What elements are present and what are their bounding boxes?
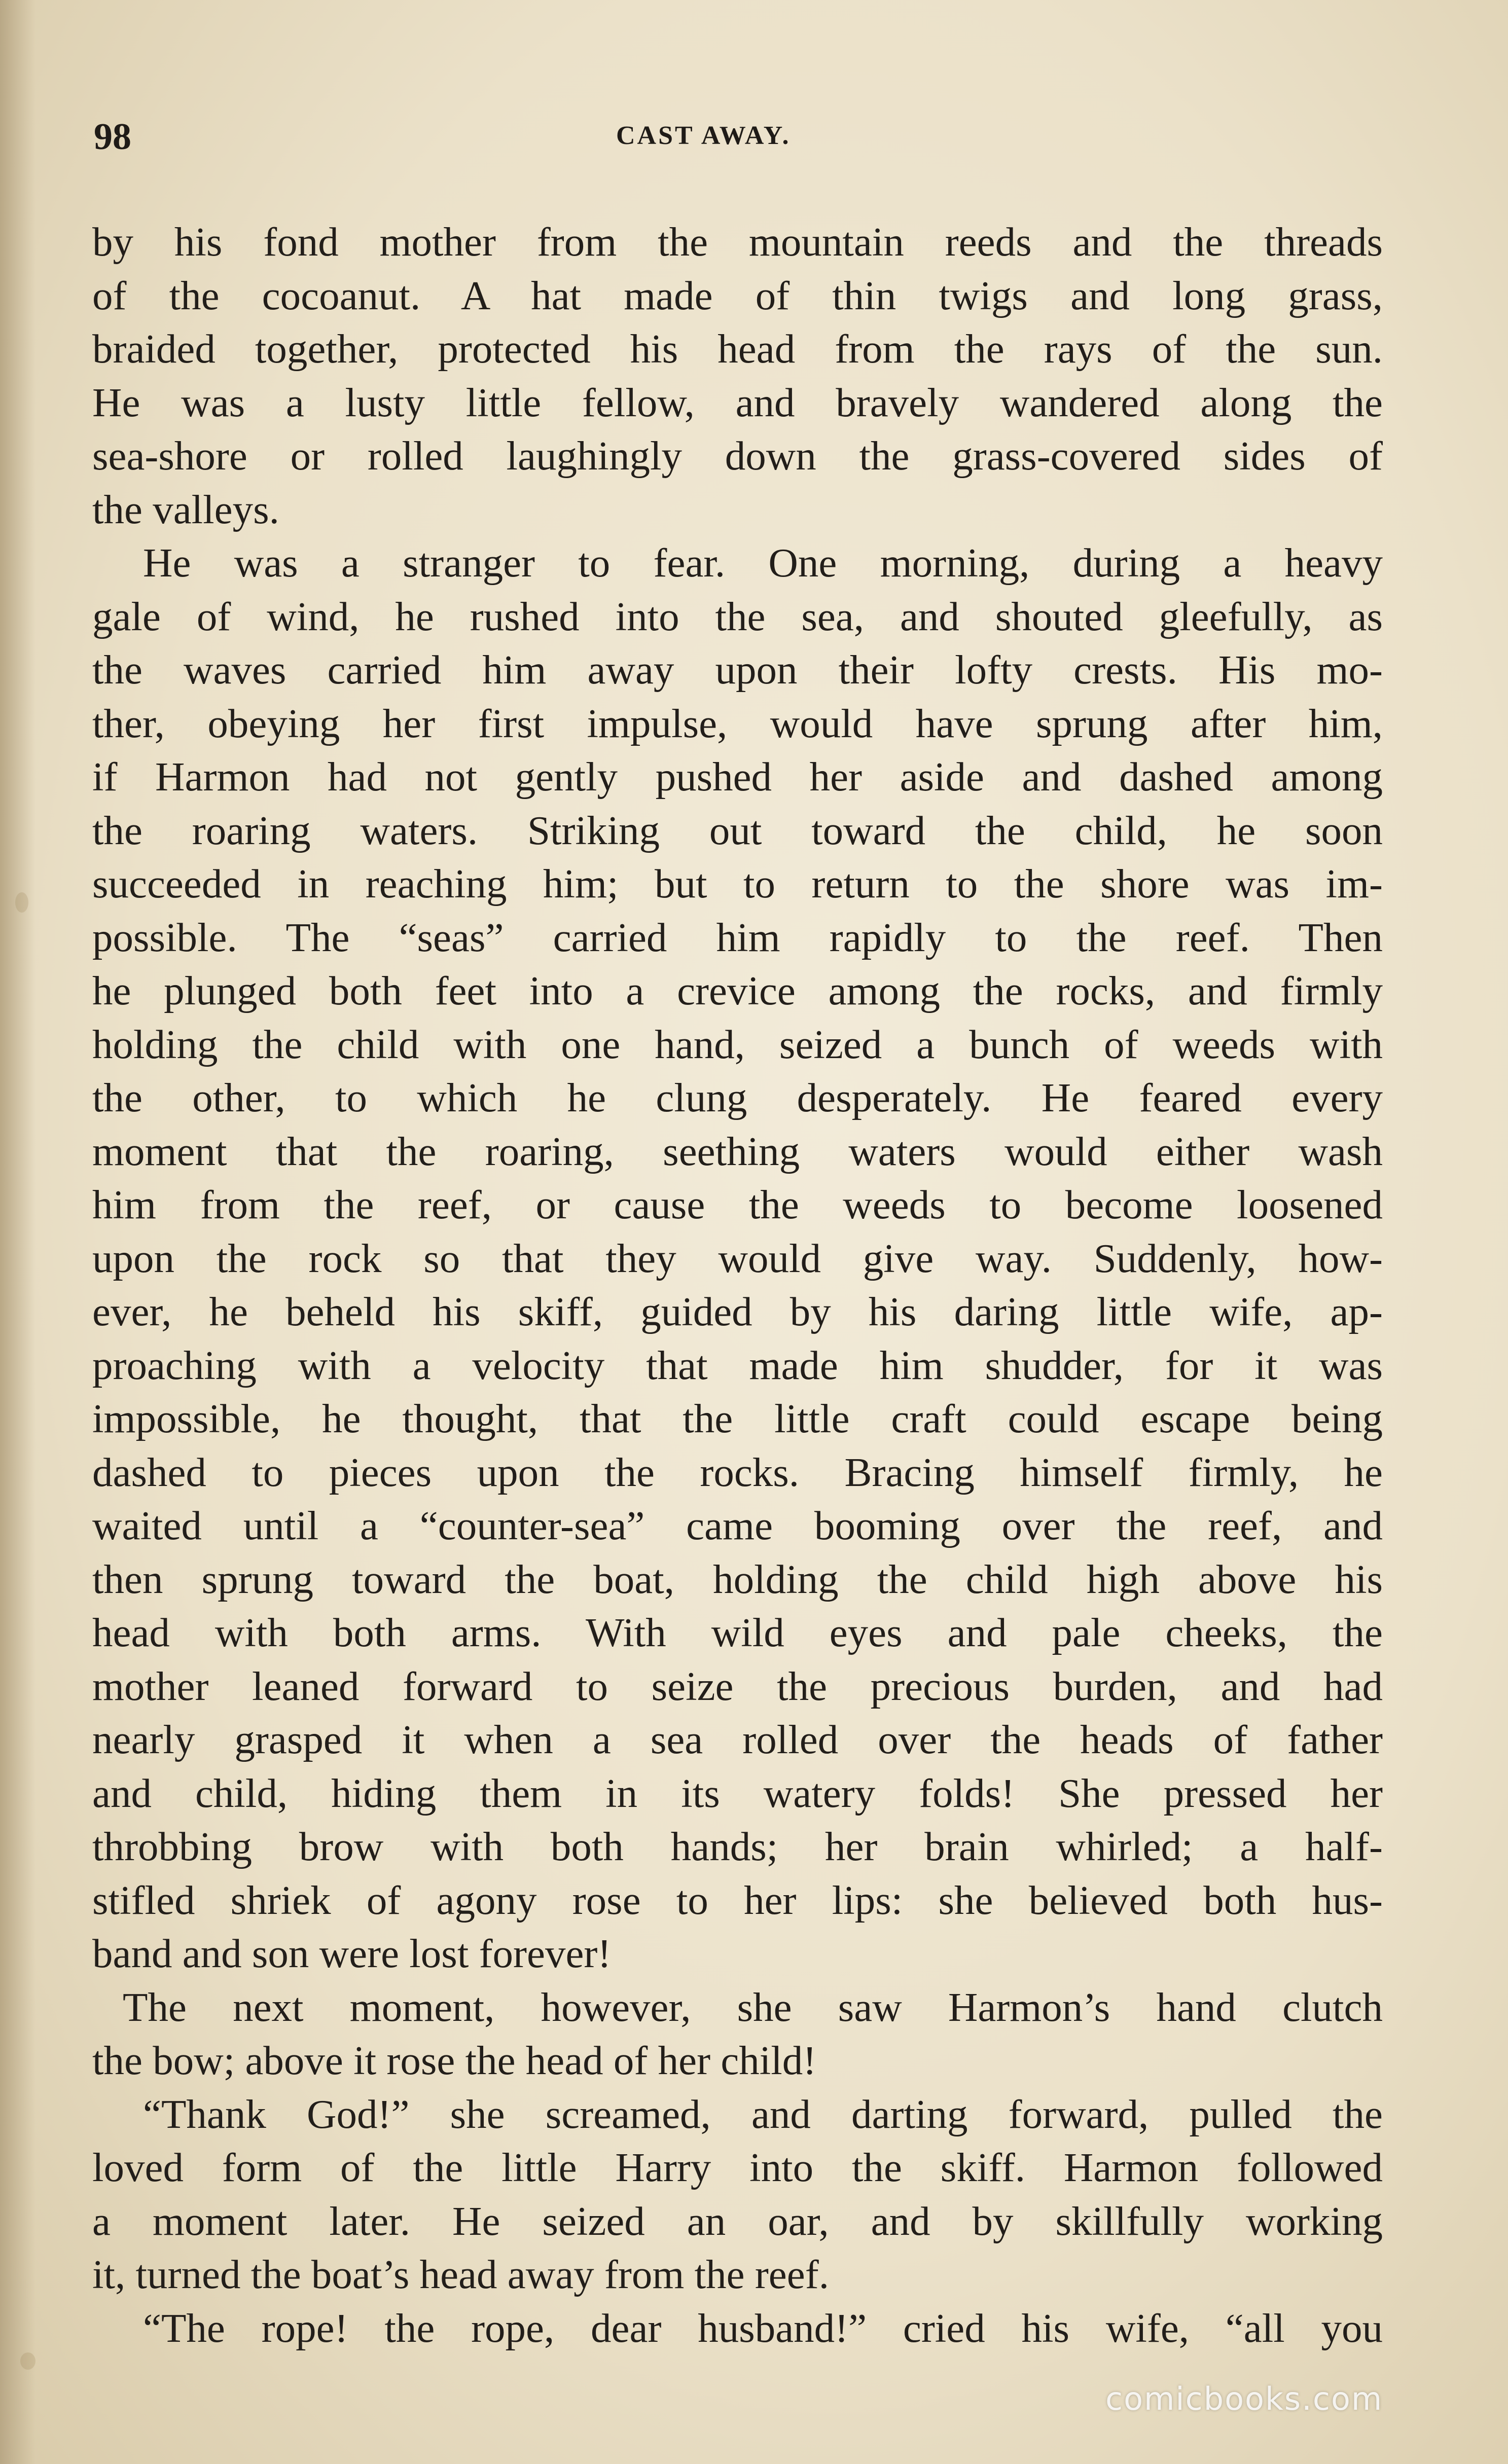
text-line: gale of wind, he rushed into the sea, and shouted gleefully, as (92, 593, 1383, 639)
text-line: upon the rock so that they would give way. Suddenly, how- (92, 1235, 1383, 1281)
page-header (94, 116, 1392, 156)
text-line: mother leaned forward to seize the precious burden, and had (92, 1663, 1383, 1709)
text-line: sea-shore or rolled laughingly down the grass-covered sides of (92, 433, 1383, 479)
text-line: band and son were lost forever! (92, 1931, 612, 1976)
text-line: “Thank God!” she screamed, and darting forward, pulled the (143, 2091, 1383, 2137)
text-line: stifled shriek of agony rose to her lips: she believed both hus- (92, 1877, 1383, 1923)
text-line: then sprung toward the boat, holding the child high above his (92, 1556, 1383, 1602)
page-number: 98 (94, 116, 131, 158)
text-line: if Harmon had not gently pushed her aside and dashed among (92, 754, 1383, 800)
text-line: ever, he beheld his skiff, guided by his daring little wife, ap- (92, 1289, 1383, 1334)
text-line: The next moment, however, she saw Harmon’s hand clutch (123, 1984, 1383, 2030)
text-line: the valleys. (92, 486, 279, 532)
text-line: proaching with a velocity that made him shudder, for it was (92, 1342, 1383, 1388)
text-line: throbbing brow with both hands; her brain whirled; a half- (92, 1824, 1383, 1869)
text-line: a moment later. He seized an oar, and by skillfully working (92, 2198, 1383, 2244)
text-line: possible. The “seas” carried him rapidly to the reef. Then (92, 914, 1383, 960)
text-line: dashed to pieces upon the rocks. Bracing himself firmly, he (92, 1449, 1383, 1495)
running-head: CAST AWAY. (616, 121, 791, 150)
text-line: loved form of the little Harry into the skiff. Harmon followed (92, 2145, 1383, 2190)
text-line: him from the reef, or cause the weeds to become loosened (92, 1182, 1383, 1227)
text-line: of the cocoanut. A hat made of thin twigs and long grass, (92, 272, 1383, 318)
text-line: impossible, he thought, that the little craft could escape being (92, 1396, 1383, 1441)
text-line: “The rope! the rope, dear husband!” cried his wife, “all you (143, 2305, 1383, 2351)
text-line: the waves carried him away upon their lofty crests. His mo- (92, 647, 1383, 693)
text-line: moment that the roaring, seething waters would either wash (92, 1128, 1383, 1174)
text-line: ther, obeying her first impulse, would have sprung after him, (92, 700, 1383, 746)
text-line: the bow; above it rose the head of her child! (92, 2038, 817, 2083)
text-line: the roaring waters. Striking out toward the child, he soon (92, 807, 1383, 853)
binding-edge-shadow (0, 0, 35, 2464)
text-line: braided together, protected his head from the rays of the sun. (92, 326, 1383, 372)
text-line: it, turned the boat’s head away from the reef. (92, 2252, 829, 2297)
text-line: He was a stranger to fear. One morning, during a heavy (143, 540, 1383, 586)
text-line: succeeded in reaching him; but to return to the shore was im- (92, 861, 1383, 907)
text-line: he plunged both feet into a crevice among the rocks, and firmly (92, 968, 1383, 1013)
text-line: and child, hiding them in its watery folds! She pressed her (92, 1770, 1383, 1816)
text-line: by his fond mother from the mountain reeds and the threads (92, 219, 1383, 265)
text-line: holding the child with one hand, seized a bunch of weeds with (92, 1021, 1383, 1067)
text-line: head with both arms. With wild eyes and pale cheeks, the (92, 1610, 1383, 1655)
watermark: comicbooks.com (1105, 2380, 1383, 2417)
text-line: nearly grasped it when a sea rolled over the heads of father (92, 1717, 1383, 1762)
paper-stain (15, 892, 28, 913)
text-line: the other, to which he clung desperately. He feared every (92, 1075, 1383, 1120)
text-line: waited until a “counter-sea” came booming over the reef, and (92, 1503, 1383, 1548)
body-text (92, 215, 1383, 2355)
text-line: He was a lusty little fellow, and bravely wandered along the (92, 379, 1383, 425)
paper-stain (20, 2352, 35, 2370)
